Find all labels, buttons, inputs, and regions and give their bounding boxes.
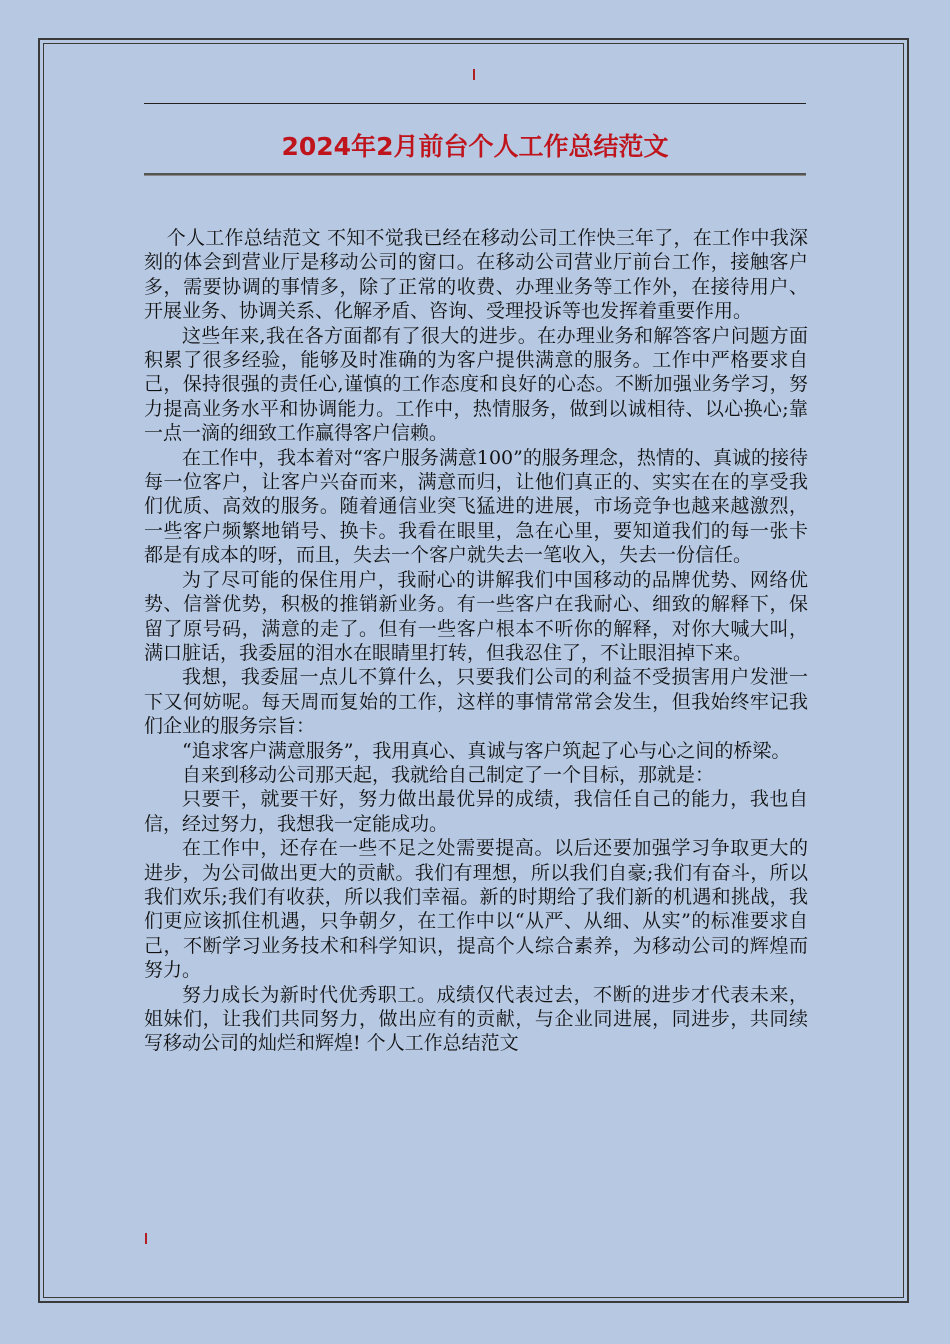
paragraph-5: 我想，我委屈一点儿不算什么，只要我们公司的利益不受损害用户发泄一下又何妨呢。每天周而复始的工作，这样的事情常常会发生，但我始终牢记我们企业的服务宗旨： — [144, 666, 808, 738]
footer-mark — [145, 1233, 147, 1244]
document-body — [144, 226, 808, 1056]
paragraph-2: 这些年来,我在各方面都有了很大的进步。在办理业务和解答客户问题方面积累了很多经验，能够及时准确的为客户提供满意的服务。工作中严格要求自己，保持很强的责任心,谨慎的工作态度和良好的心态。不断加强业务学习，努力提高业务水平和协调能力。工作中，热情服务，做到以诚相待、以心换心;靠一点一滴的细致工作赢得客户信赖。 — [144, 324, 808, 445]
header-mark — [473, 69, 475, 80]
paragraph-3: 在工作中，我本着对“客户服务满意100”的服务理念，热情的、真诚的接待每一位客户，让客户兴奋而来，满意而归，让他们真正的、实实在在的享受我们优质、高效的服务。随着通信业突飞猛进的进展，市场竞争也越来越激烈，一些客户频繁地销号、换卡。我看在眼里，急在心里，要知道我们的每一张卡都是有成本的呀，而且，失去一个客户就失去一笔收入，失去一份信任。 — [144, 446, 808, 567]
paragraph-7: 自来到移动公司那天起，我就给自己制定了一个目标，那就是： — [182, 763, 715, 786]
paragraph-8: 只要干，就要干好，努力做出最优异的成绩，我信任自己的能力，我也自信，经过努力，我想我一定能成功。 — [144, 788, 808, 835]
header-rule — [144, 103, 806, 104]
paragraph-1: 个人工作总结范文 不知不觉我已经在移动公司工作快三年了，在工作中我深刻的体会到营业厅是移动公司的窗口。在移动公司营业厅前台工作，接触客户多，需要协调的事情多，除了正常的收费、办理业务等工作外，在接待用户、开展业务、协调关系、化解矛盾、咨询、受理投诉等也发挥着重要作用。 — [144, 227, 808, 323]
paragraph-9: 在工作中，还存在一些不足之处需要提高。以后还要加强学习争取更大的进步，为公司做出更大的贡献。我们有理想，所以我们自豪;我们有奋斗，所以我们欢乐;我们有收获，所以我们幸福。新的时期给了我们新的机遇和挑战，我们更应该抓住机遇，只争朝夕，在工作中以“从严、从细、从实”的标准要求自己，不断学习业务技术和科学知识，提高个人综合素养，为移动公司的辉煌而努力。 — [144, 837, 808, 982]
paragraph-10: 努力成长为新时代优秀职工。成绩仅代表过去，不断的进步才代表未来，姐妹们，让我们共同努力，做出应有的贡献，与企业同进展，同进步，共同续写移动公司的灿烂和辉煌! 个人工作总结范文 — [144, 983, 808, 1055]
document-title: 2024年2月前台个人工作总结范文 — [281, 132, 669, 161]
paragraph-6: “追求客户满意服务”，我用真心、真诚与客户筑起了心与心之间的桥梁。 — [182, 739, 791, 762]
paragraph-4: 为了尽可能的保住用户，我耐心的讲解我们中国移动的品牌优势、网络优势、信誉优势，积极的推销新业务。有一些客户在我耐心、细致的解释下，保留了原号码，满意的走了。但有一些客户根本不听你的解释，对你大喊大叫，满口脏话，我委屈的泪水在眼睛里打转，但我忍住了，不让眼泪掉下来。 — [144, 568, 808, 664]
title-rule — [144, 173, 806, 176]
